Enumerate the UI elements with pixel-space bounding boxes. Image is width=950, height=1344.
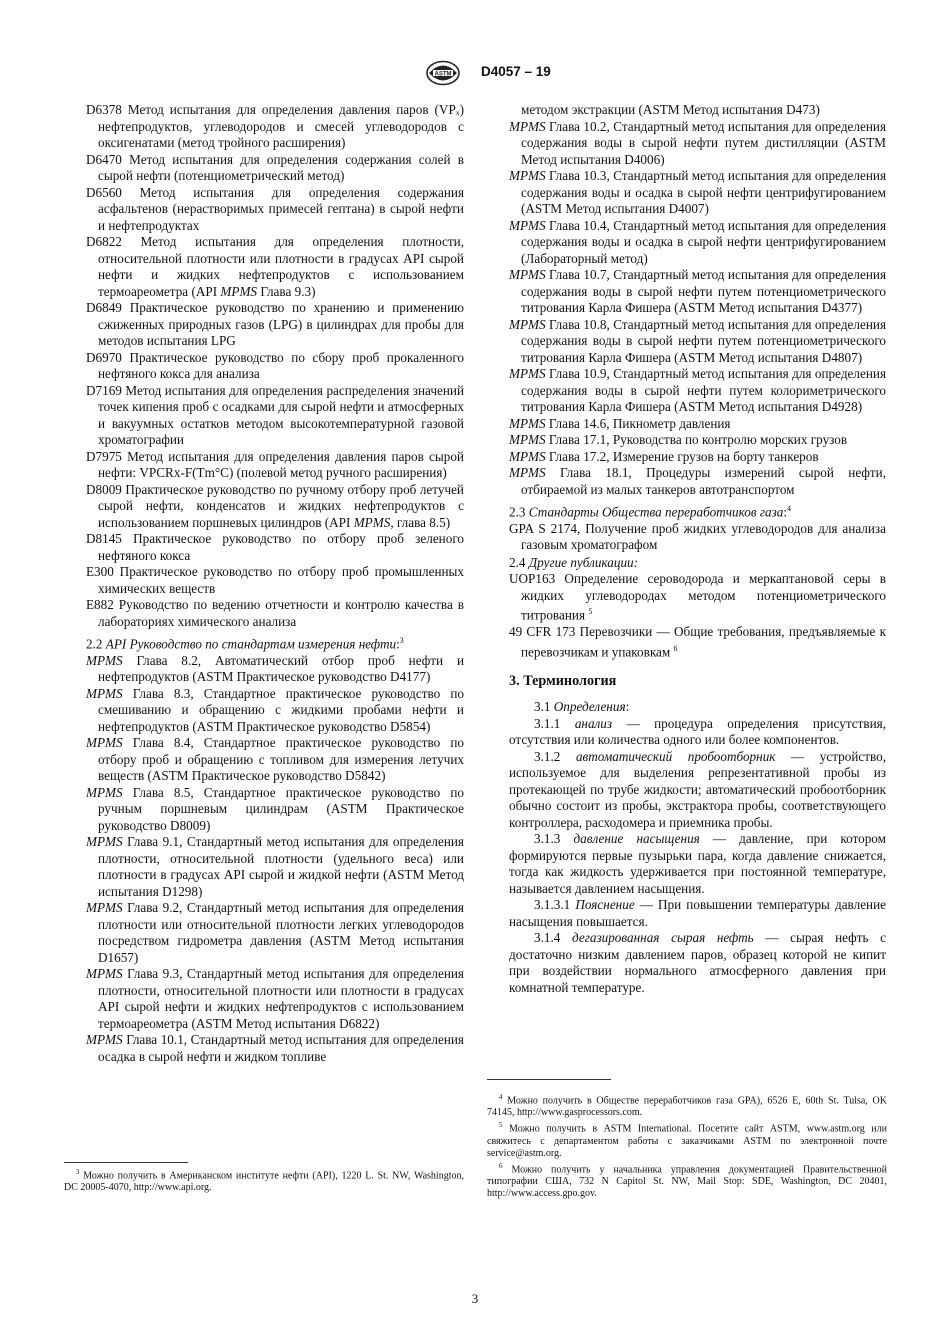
mpms-reference: MPMS Глава 14.6, Пикнометр давления [509,415,731,431]
section-2-4-heading: 2.4 Другие публикации: [509,554,639,570]
footnote-6: $^6$ Можно получить у начальника управления документацией Правительственной типографии США, 732 N Capitol St. NW, Mail Stop: SDE, Washington, DC 20401, http://www.access.gpo.gov. [487,1161,888,1199]
reference-d6470: D6470 Метод испытания для определения содержания солей в сырой нефти (потенциометрический метод) [86,151,465,183]
reference-e882: E882 Руководство по ведению отчетности и контролю качества в лабораториях химического анализа [86,597,465,629]
mpms-reference: MPMS Глава 9.1, Стандартный метод испытания для определения плотности, относительной плотности (удельного веса) или плотности в градусах API сырой и жидкой нефти (ASTM Метод испытания D1298) [86,834,464,899]
mpms-reference: MPMS Глава 8.5, Стандартное практическое руководство по ручным поршневым цилиндрам (ASTM Практическое руководство D8009) [86,784,465,833]
page-number: 3 [471,1291,479,1306]
footnote-4: $^4$ Можно получить в Обществе переработчиков газа GPA), 6526 E, 60th St. Tulsa, OK 74145, http://www.gasprocessors.com. [487,1093,888,1119]
mpms-reference: MPMS Глава 8.2, Автоматический отбор проб нефти и нефтепродуктов (ASTM Практическое руководство D4177) [86,652,464,685]
reference-d8145: D8145 Практическое руководство по отбору проб зеленого нефтяного кокса [86,531,465,563]
footnotes-right [487,1091,887,1200]
right-column [509,102,886,996]
reference-d6560: D6560 Метод испытания для определения содержания асфальтенов (нерастворимых примесей гептана) в сырой нефти и нефтепродуктах [86,184,465,233]
reference-e300: E300 Практическое руководство по отбору проб промышленных химических веществ [86,564,465,596]
definition-3-1-4: 3.1.4 дегазированная сырая нефть — сырая нефть с достаточно низким давлением паров, образец которой не кипит при воздействии нормального атмосферного давления при комнатной температуре. [509,930,886,995]
definition-3-1-3-1: 3.1.3.1 Пояснение — При повышении температуры давление насыщения повышается. [509,897,887,929]
reference-49cfr173: 49 CFR 173 Перевозчики — Общие требования, предъявляемые к перевозчикам и упаковкам $^6$ [509,624,887,660]
mpms-reference: MPMS Глава 8.4, Стандартное практическое руководство по отбору проб и обращению с топливом для измерения летучих веществ (ASTM Практическое руководство D5842) [86,735,465,784]
document-id: D4057 – 19 [481,64,551,79]
astm-logo-icon [425,60,461,86]
mpms-reference: MPMS Глава 8.3, Стандартное практическое руководство по смешиванию и обращению с жидкими пробами нефти и нефтепродуктов (ASTM Практическое руководство D5854) [86,685,465,734]
mpms-reference: MPMS Глава 10.8, Стандартный метод испытания для определения содержания воды в сырой нефти путем потенциометрического титрования Карла Фишера (ASTM Метод испытания D4807) [509,316,887,365]
reference-gpa: GPA S 2174, Получение проб жидких углеводородов для анализа газовым хроматографом [509,520,886,553]
left-column [86,102,464,1065]
definition-3-1-2: 3.1.2 автоматический пробоотборник — устройство, используемое для выделения репрезентативной пробы из протекающей по трубе жидкости; автоматический пробоотборник обычно состоит из пробы, экстрактора пробы, соответствующего контроллера, расходомера и приемника пробы. [509,748,887,830]
mpms-reference: MPMS Глава 9.3, Стандартный метод испытания для определения плотности, относительной плотности или плотности в градусах API сырой нефти и жидких нефтепродуктов с использованием термоареометра (ASTM Метод испытания D6822) [86,966,464,1031]
reference-d8009: D8009 Практическое руководство по ручному отбору проб летучей сырой нефти, конденсатов и жидких нефтепродуктов с использованием поршневых цилиндров (API MPMS, глава 8.5) [86,481,464,530]
section-2-3-heading: 2.3 Стандарты Общества переработчиков газа:$^4$ [509,504,792,520]
footnote-divider [487,1079,611,1080]
footnote-3: $^3$ Можно получить в Американском институте нефти (API), 1220 L. St. NW, Washington, DC 20005-4070, http://www.api.org. [64,1168,464,1194]
definition-3-1-3: 3.1.3 давление насыщения — давление, при котором формируются первые пузырьки пара, когда давление снижается, тогда как жидкость удерживается при постоянной температуре, называется давлением насыщения. [509,831,886,896]
reference-uop163: UOP163 Определение сероводорода и меркаптановой серы в жидких углеводородах методом потенциометрического титрования $^5$ [509,571,886,623]
mpms-reference: MPMS Глава 10.9, Стандартный метод испытания для определения содержания воды в сырой нефти путем колориметрического титрования Карла Фишера (ASTM Метод испытания D4928) [509,366,887,414]
definition-3-1-1: 3.1.1 анализ — процедура определения присутствия, отсутствия или количества одного или более компонентов. [509,715,887,748]
footnote-5: $^5$ Можно получить в ASTM International. Посетите сайт ASTM, www.astm.org или свяжитесь с департаментом работы с заказчиками ASTM по электронной почте service@astm.org. [487,1121,887,1159]
mpms-continuation: методом экстракции (ASTM Метод испытания D473) [521,102,820,117]
mpms-reference: MPMS Глава 17.2, Измерение грузов на борту танкеров [509,448,819,464]
footnotes-left [64,1166,464,1194]
mpms-reference: MPMS Глава 10.7, Стандартный метод испытания для определения содержания воды в сырой нефти путем потенциометрического титрования Карла Фишера (ASTM Метод испытания D4377) [509,267,887,315]
mpms-reference: MPMS Глава 10.3, Стандартный метод испытания для определения содержания воды и осадка в сырой нефти центрифугированием (ASTM Метод испытания D4007) [509,168,887,216]
mpms-reference: MPMS Глава 10.1, Стандартный метод испытания для определения осадка в сырой нефти и жидком топливе [86,1032,465,1064]
mpms-reference: MPMS Глава 18.1, Процедуры измерений сырой нефти, отбираемой из малых танкеров автотранспортом [509,465,886,497]
reference-d7975: D7975 Метод испытания для определения давления паров сырой нефти: VPCRx-F(Tm°C) (полевой метод ручного расширения) [86,448,464,480]
footnote-divider [64,1162,188,1163]
definition-3-1: 3.1 Определения: [534,699,630,715]
reference-d6822: D6822 Метод испытания для определения плотности, относительной плотности или плотности в градусах API сырой нефти и жидких нефтепродуктов с использованием термоареометра (API MPMS Глава 9.3) [86,234,465,299]
reference-d6378: D6378 Метод испытания для определения давления паров (VPₓ) нефтепродуктов, углеводородов и смесей углеводородов с оксигенатами (метод тройного расширения) [86,102,465,150]
mpms-reference: MPMS Глава 17.1, Руководства по контролю морских грузов [509,432,848,447]
svg-text:ASTM: ASTM [434,71,452,78]
reference-d7169: D7169 Метод испытания для определения распределения значений точек кипения проб с осадками для сырой нефти и атмосферных и вакуумных остатков методом высокотемпературной газовой хроматографии [86,382,465,447]
reference-d6849: D6849 Практическое руководство по хранению и применению сжиженных природных газов (LPG) в цилиндрах для пробы для методов испытания LPG [86,300,465,348]
page-header [0,60,950,86]
reference-d6970: D6970 Практическое руководство по сбору проб прокаленного нефтяного кокса для анализа [86,349,465,381]
section-2-2-heading: 2.2 API Руководство по стандартам измерения нефти:$^3$ [86,636,404,652]
mpms-reference: MPMS Глава 10.2, Стандартный метод испытания для определения содержания воды в сырой нефти путем дистилляции (ASTM Метод испытания D4006) [509,118,887,167]
mpms-reference: MPMS Глава 10.4, Стандартный метод испытания для определения содержания воды и осадка в сырой нефти центрифугированием (Лабораторный метод) [509,217,887,266]
mpms-reference: MPMS Глава 9.2, Стандартный метод испытания для определения плотности или относительной плотности легких углеводородов посредством гидрометра давления (ASTM Метод испытания D1657) [86,900,464,965]
section-3-heading: 3. Терминология [509,672,617,689]
